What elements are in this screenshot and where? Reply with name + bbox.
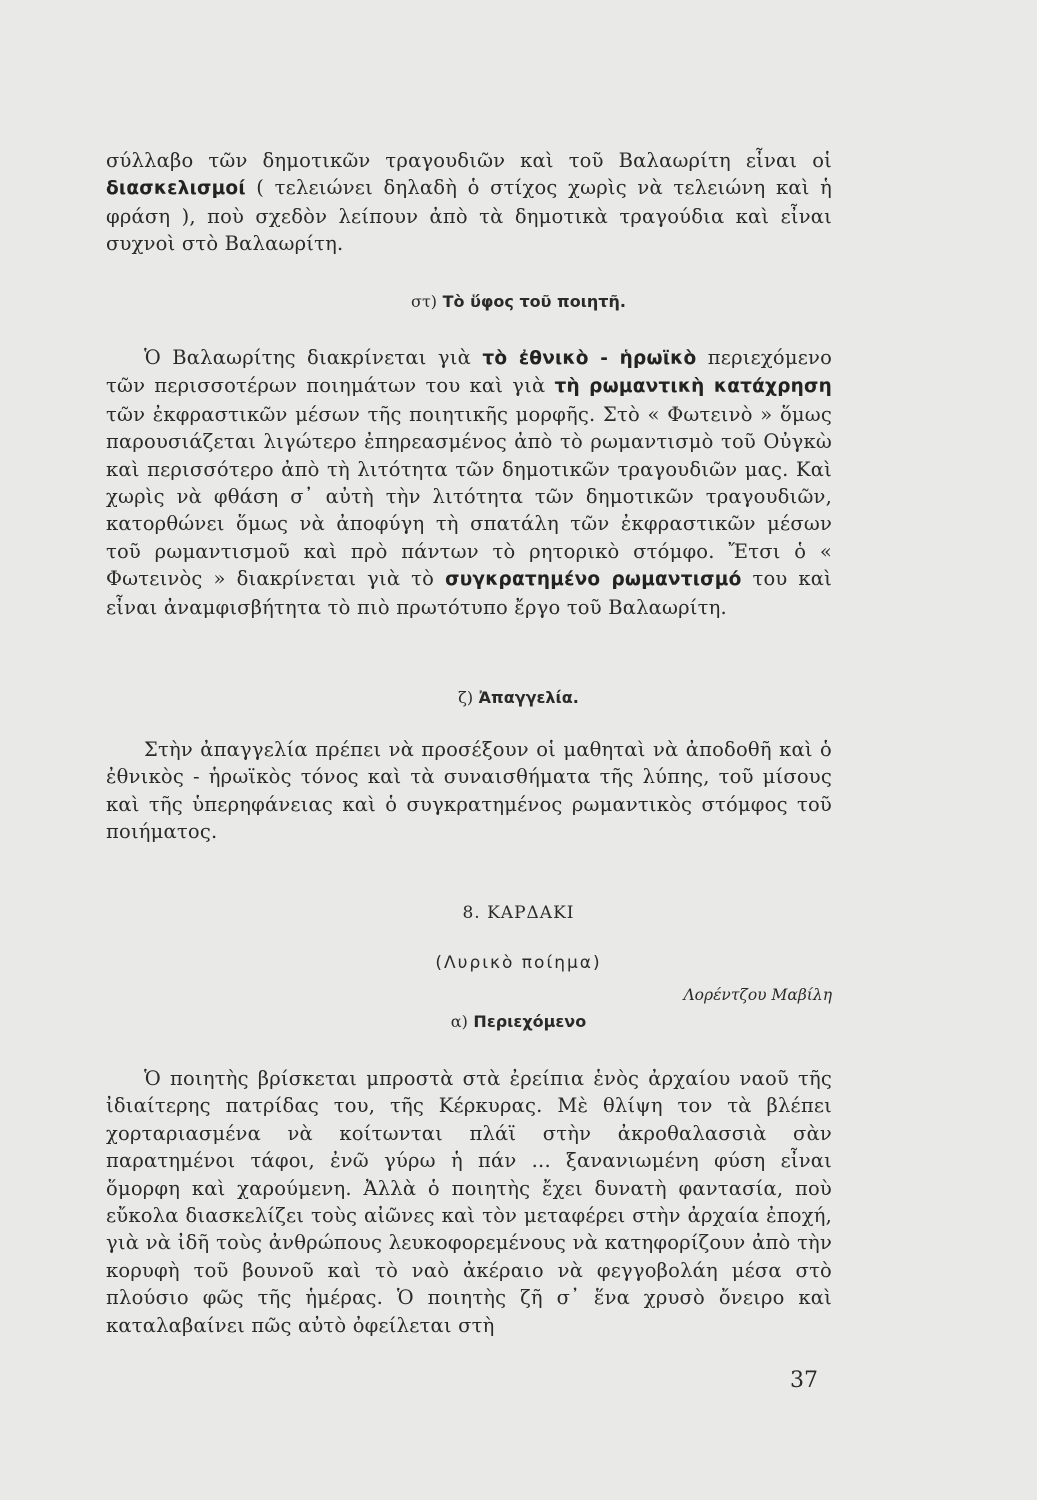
heading-text: Ἀπαγγελία.	[478, 688, 579, 707]
section-heading-recitation	[0, 688, 1037, 707]
heading-label: ζ)	[458, 688, 474, 707]
heading-label: στ)	[411, 292, 438, 311]
paragraph-text: ( τελειώνει δηλαδὴ ὁ στίχος χωρὶς νὰ τελειώνη καὶ ἡ φράση ), ποὺ σχεδὸν λείπουν ἀπὸ τὰ δημοτικὰ τραγούδια καὶ εἶναι συχνοὶ στὸ Βαλαωρίτη.	[106, 176, 832, 256]
section-subtitle: (Λυρικὸ ποίημα)	[435, 953, 602, 973]
paragraph-text: σύλλαβο τῶν δημοτικῶν τραγουδιῶν καὶ τοῦ Βαλαωρίτη εἶναι οἱ	[106, 149, 832, 172]
section-heading-style	[0, 292, 1037, 311]
bold-term: τὴ ρωμαντικὴ κατάχρηση	[554, 376, 832, 398]
page-number: 37	[790, 1368, 818, 1393]
bold-term: διασκελισμοί	[106, 178, 246, 200]
heading-text: Περιεχόμενο	[473, 1012, 587, 1031]
paragraph-text: τῶν ἐκφραστικῶν μέσων τῆς ποιητικῆς μορφῆς. Στὸ « Φωτεινὸ » ὅμως παρουσιάζεται λιγώτερο ἐπηρεασμένος ἀπὸ τὸ ρωμαντισμὸ τοῦ Οὐγκὼ καὶ περισσότερο ἀπὸ τὴ λιτότητα τῶν δημοτικῶν τραγουδιῶν μας. Καὶ χωρὶς νὰ φθάση σ᾽ αὐτὴ τὴν λιτότητα τῶν δημοτικῶν τραγουδιῶν, κατορθώνει ὅμως νὰ ἀποφύγη τὴ σπατάλη τῶν ἐκφραστικῶν μέσων τοῦ ρωμαντισμοῦ καὶ πρὸ πάντων τὸ ρητορικὸ στόμφο. Ἔτσι ὁ « Φωτεινὸς » διακρίνεται γιὰ τὸ	[106, 402, 832, 591]
paragraph-text: του καὶ εἶναι ἀναμφισβήτητα τὸ πιὸ πρωτότυπο ἔργο τοῦ Βαλαωρίτη.	[106, 567, 832, 619]
heading-label: α)	[450, 1012, 468, 1031]
paragraph-style	[106, 344, 832, 621]
bold-term: συγκρατημένο ρωμαντισμό	[445, 569, 742, 591]
paragraph-text: περιεχόμενο τῶν περισσοτέρων ποιημάτων του καὶ γιὰ	[106, 346, 833, 398]
paragraph-recitation: Στὴν ἀπαγγελία πρέπει νὰ προσέξουν οἱ μαθηταὶ νὰ ἀποδοθῆ καὶ ὁ ἐθνικὸς - ἡρωϊκὸς τόνος καὶ τὰ συναισθήματα τῆς λύπης, τοῦ μίσους καὶ τῆς ὑπερηφάνειας καὶ ὁ συγκρατημένος ρωμαντικὸς στόμφος τοῦ ποιήματος.	[106, 738, 832, 844]
paragraph-content: Ὁ ποιητὴς βρίσκεται μπροστὰ στὰ ἐρείπια ἑνὸς ἀρχαίου ναοῦ τῆς ἰδιαίτερης πατρίδας του, τῆς Κέρκυρας. Μὲ θλίψη τον τὰ βλέπει χορταριασμένα νὰ κοίτωνται πλάϊ στὴν ἀκροθαλασσιὰ σὰν παρατημένοι τάφοι, ἐνῶ γύρω ἡ πάν ... ξανανιωμένη φύση εἶναι ὅμορφη καὶ χαρούμενη. Ἀλλὰ ὁ ποιητὴς ἔχει δυνατὴ φαντασία, ποὺ εὔκολα διασκελίζει τοὺς αἰῶνες καὶ τὸν μεταφέρει στὴν ἀρχαία ἐποχή, γιὰ νὰ ἰδῆ τοὺς ἀνθρώπους λευκοφορεμένους νὰ κατηφορίζουν ἀπὸ τὴν κορυφὴ τοῦ βουνοῦ καὶ τὸ ναὸ ἀκέραιο νὰ φεγγοβολάη μέσα στὸ πλούσιο φῶς τῆς ἡμέρας. Ὁ ποιητὴς ζῆ σ᾽ ἕνα χρυσὸ ὄνειρο καὶ καταλαβαίνει πῶς αὐτὸ ὀφείλεται στὴ	[106, 1067, 832, 1337]
section-title: 8. ΚΑΡΔΑΚΙ	[462, 903, 575, 923]
heading-text: Τὸ ὕφος τοῦ ποιητῆ.	[442, 292, 626, 311]
bold-term: τὸ ἐθνικὸ - ἡρωϊκὸ	[482, 348, 697, 369]
section-heading-content	[0, 1012, 1037, 1031]
paragraph-diaskelismoi	[106, 147, 832, 258]
paragraph-text: Ὁ Βαλαωρίτης διακρίνεται γιὰ	[144, 346, 472, 369]
author-name: Λορέντζου Μαβίλη	[683, 986, 832, 1004]
